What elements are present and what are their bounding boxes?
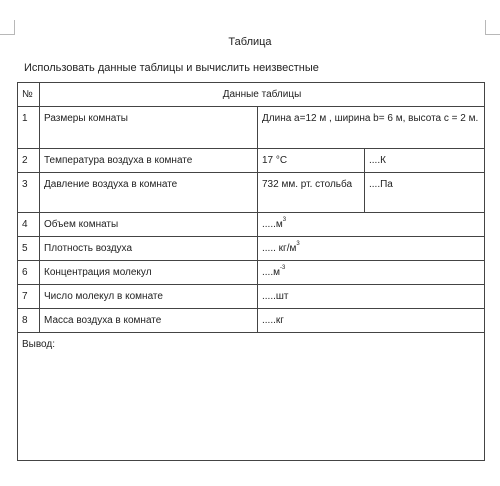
row-number: 8: [18, 309, 40, 333]
row-number: 1: [18, 107, 40, 149]
document-title: Таблица: [228, 36, 272, 48]
table-row: [18, 237, 485, 261]
table-row: [18, 285, 485, 309]
row-value-exponent: 3: [282, 217, 287, 223]
conclusion-cell: Вывод:: [18, 333, 485, 461]
row-label: Плотность воздуха: [40, 237, 258, 261]
row-value: [258, 237, 485, 261]
header-data-cell: Данные таблицы: [40, 83, 485, 107]
page-corner-mark-left: [0, 20, 15, 35]
conclusion-row: [18, 333, 485, 461]
row-value: [258, 213, 485, 237]
row-extra-value: ....К: [365, 149, 485, 173]
row-number: 5: [18, 237, 40, 261]
instruction-text: Использовать данные таблицы и вычислить неизвестные: [24, 62, 319, 74]
table-row: [18, 213, 485, 237]
row-label: Число молекул в комнате: [40, 285, 258, 309]
table-row: [18, 261, 485, 285]
row-number: 2: [18, 149, 40, 173]
row-label: Объем комнаты: [40, 213, 258, 237]
row-value: [258, 261, 485, 285]
row-value: 17 °С: [258, 149, 365, 173]
table-row: [18, 149, 485, 173]
row-value: Длина а=12 м , ширина b= 6 м, высота с = 2 м.: [258, 107, 485, 149]
row-value: .....шт: [258, 285, 485, 309]
table-row: [18, 107, 485, 149]
row-number: 4: [18, 213, 40, 237]
page-corner-mark-right: [485, 20, 500, 35]
row-number: 6: [18, 261, 40, 285]
row-value-exponent: 3: [296, 241, 300, 247]
row-label: Масса воздуха в комнате: [40, 309, 258, 333]
table-row: [18, 309, 485, 333]
row-value-text: .....м: [262, 219, 283, 230]
row-label: Размеры комнаты: [40, 107, 258, 149]
row-value: .....кг: [258, 309, 485, 333]
row-value-text: ....м: [262, 267, 280, 278]
table-header-row: [18, 83, 485, 107]
data-table: [17, 82, 485, 461]
row-label: Давление воздуха в комнате: [40, 173, 258, 213]
row-value-exponent: -3: [280, 265, 286, 271]
row-value: 732 мм. рт. стольба: [258, 173, 365, 213]
row-label: Концентрация молекул: [40, 261, 258, 285]
row-number: 7: [18, 285, 40, 309]
row-value-text: ..... кг/м: [262, 243, 297, 254]
row-number: 3: [18, 173, 40, 213]
row-label: Температура воздуха в комнате: [40, 149, 258, 173]
row-extra-value: ....Па: [365, 173, 485, 213]
table-row: [18, 173, 485, 213]
header-num-cell: №: [18, 83, 40, 107]
